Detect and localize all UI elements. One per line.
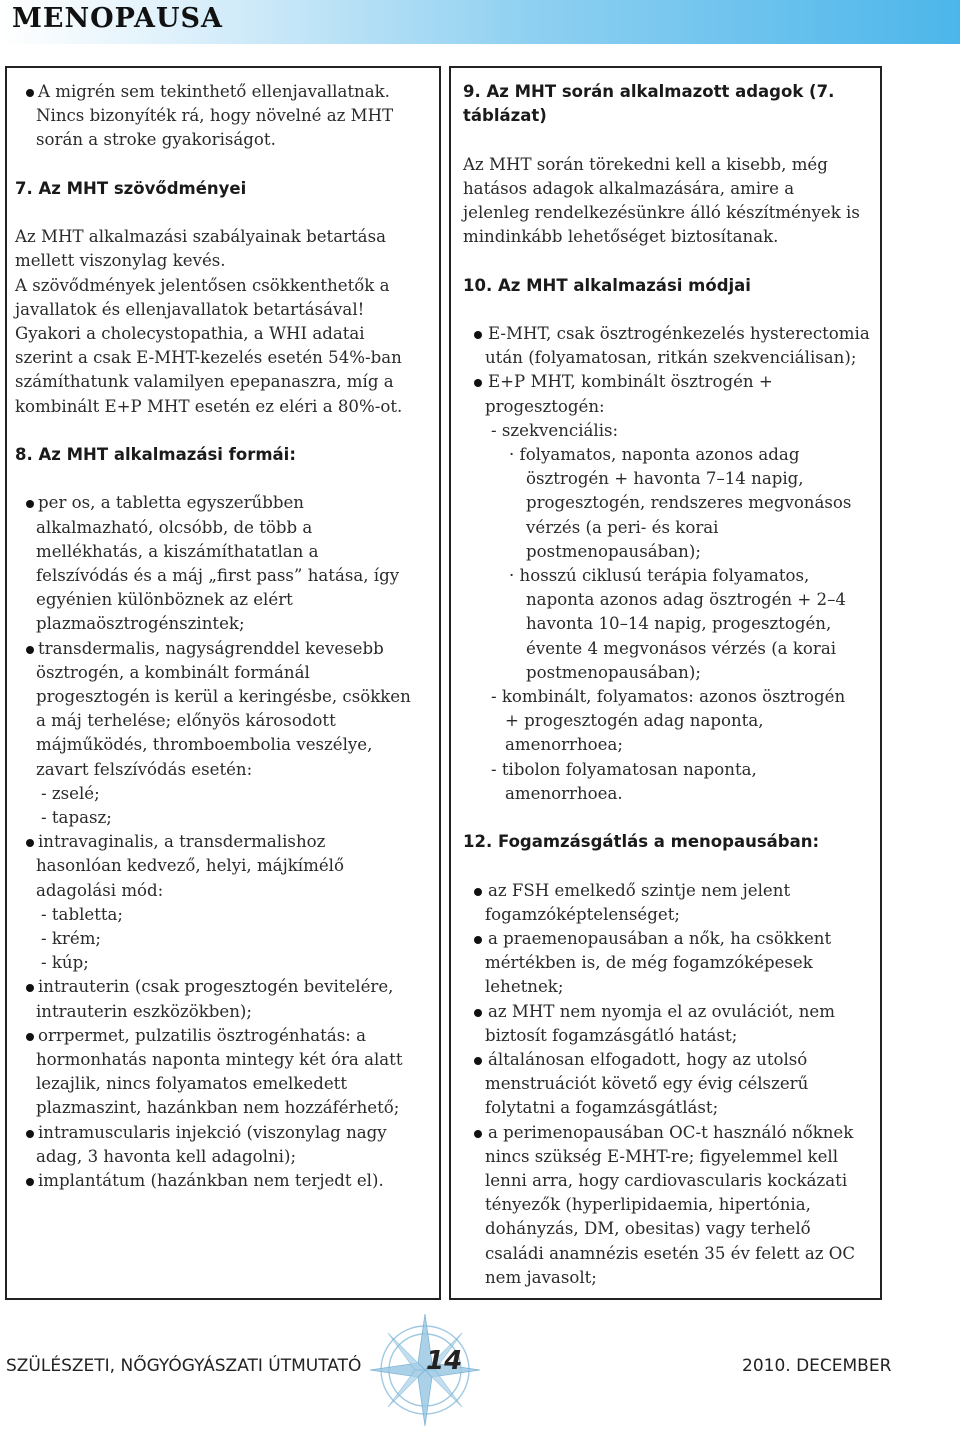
- text-line: implantátum (hazánkban nem terjedt el).: [38, 1171, 384, 1190]
- text-line: progesztogén, rendszeres megvonásos: [526, 493, 852, 513]
- bullet-icon: [26, 89, 34, 97]
- text-line: orrpermet, pulzatilis ösztrogénhatás: a: [38, 1025, 367, 1045]
- header-band: [0, 0, 960, 44]
- text-line: A szövődmények jelentősen csökkenthetők a: [15, 275, 390, 295]
- footer-date: 2010. DECEMBER: [742, 1356, 892, 1376]
- text-line: hormonhatás naponta mintegy két óra alatt: [36, 1050, 403, 1069]
- text-line: vérzés (a peri- és korai: [526, 517, 719, 537]
- text-line: E+P MHT, kombinált ösztrogén +: [488, 372, 773, 392]
- text-line: számíthatunk valamilyen epepanaszra, míg a: [15, 372, 394, 392]
- text-line: naponta azonos adag ösztrogén + 2–4: [526, 590, 846, 610]
- text-line: mellékhatás, a kiszámíthatatlan a: [36, 541, 319, 561]
- text-line: transdermalis, nagyságrenddel kevesebb: [38, 638, 384, 658]
- text-line: Nincs bizonyíték rá, hogy növelné az MHT: [36, 106, 394, 126]
- text-line: zavart felszívódás esetén:: [36, 759, 253, 779]
- text-line: biztosít fogamzásgátló hatást;: [485, 1025, 738, 1045]
- bullet-icon: [26, 984, 34, 992]
- text-line: Gyakori a cholecystopathia, a WHI adatai: [15, 324, 365, 343]
- text-line: hasonlóan kedvező, helyi, májkímélő: [36, 856, 344, 876]
- text-line: · hosszú ciklusú terápia folyamatos,: [509, 566, 810, 585]
- text-line: lezajlik, nincs folyamatos emelkedett: [36, 1074, 348, 1094]
- text-line: intravaginalis, a transdermalishoz: [38, 832, 326, 852]
- text-line: alkalmazható, olcsóbb, de több a: [36, 517, 313, 537]
- section-heading: táblázat): [463, 106, 547, 126]
- text-line: nincs szükség E-MHT-re; figyelemmel kell: [485, 1146, 839, 1166]
- right-column-content: [451, 68, 880, 1298]
- text-line: nem javasolt;: [485, 1267, 597, 1287]
- bullet-icon: [26, 1033, 34, 1041]
- compass-rose-icon: [360, 1310, 490, 1431]
- bullet-icon: [474, 1130, 482, 1138]
- text-line: az MHT nem nyomja el az ovulációt, nem: [488, 1001, 835, 1021]
- text-line: lenni arra, hogy cardiovascularis kockázati: [485, 1171, 848, 1190]
- bullet-icon: [26, 646, 34, 654]
- bullet-icon: [474, 936, 482, 944]
- text-line: családi anamnézis esetén 35 év felett az OC: [485, 1243, 856, 1263]
- bullet-icon: [26, 1178, 34, 1186]
- text-line: jelenleg rendelkezésünkre álló készítmények is: [463, 203, 860, 222]
- text-line: mértékben is, de még fogamzóképesek: [485, 953, 813, 973]
- text-line: - tapasz;: [41, 808, 112, 827]
- text-line: - tabletta;: [41, 904, 124, 924]
- text-line: Az MHT alkalmazási szabályainak betartása: [15, 227, 386, 247]
- bullet-icon: [474, 1057, 482, 1065]
- text-line: amenorrhoea;: [505, 735, 623, 755]
- page-number: 14: [426, 1346, 463, 1376]
- text-line: menstruációt követő egy évig célszerű: [485, 1074, 809, 1094]
- section-heading: 7. Az MHT szövődményei: [15, 178, 247, 198]
- text-line: progesztogén is kerül a keringésbe, csökken: [36, 687, 411, 706]
- left-column-content: [7, 68, 439, 1298]
- text-line: adag, 3 havonta kell adagolni);: [36, 1146, 297, 1166]
- text-line: folytatni a fogamzásgátlást;: [485, 1098, 719, 1118]
- section-heading: 10. Az MHT alkalmazási módjai: [463, 275, 751, 295]
- text-line: E-MHT, csak ösztrogénkezelés hysterectomia: [488, 324, 870, 343]
- text-line: az FSH emelkedő szintje nem jelent: [488, 880, 791, 900]
- text-line: májműködés, thromboembolia veszélye,: [36, 735, 373, 755]
- text-line: lehetnek;: [485, 977, 564, 997]
- text-line: - tibolon folyamatosan naponta,: [491, 759, 757, 779]
- text-line: ösztrogén + havonta 7–14 napig,: [526, 469, 804, 489]
- text-line: a praemenopausában a nők, ha csökkent: [488, 929, 832, 948]
- text-line: plazmaösztrogénszintek;: [36, 614, 245, 634]
- text-line: postmenopausában);: [526, 662, 701, 682]
- text-line: intramuscularis injekció (viszonylag nagy: [38, 1122, 387, 1142]
- page-title: MENOPAUSA: [12, 3, 223, 34]
- text-line: A migrén sem tekinthető ellenjavallatnak.: [38, 82, 390, 101]
- footer-publication: SZÜLÉSZETI, NŐGYÓGYÁSZATI ÚTMUTATÓ: [6, 1356, 362, 1376]
- text-line: adagolási mód:: [36, 880, 164, 900]
- bullet-icon: [474, 379, 482, 387]
- text-line: per os, a tabletta egyszerűbben: [38, 493, 304, 513]
- section-heading: 12. Fogamzásgátlás a menopausában:: [463, 832, 820, 852]
- text-line: során a stroke gyakoriságot.: [36, 130, 276, 150]
- text-line: tényezők (hyperlipidaemia, hipertónia,: [485, 1195, 811, 1215]
- right-column: [449, 66, 882, 1300]
- text-line: a máj terhelése; előnyös károsodott: [36, 711, 336, 731]
- text-line: - kúp;: [41, 953, 89, 973]
- text-line: Az MHT során törekedni kell a kisebb, még: [463, 154, 828, 174]
- text-line: általánosan elfogadott, hogy az utolsó: [488, 1050, 808, 1069]
- text-line: - szekvenciális:: [491, 420, 619, 440]
- text-line: hatásos adagok alkalmazására, amire a: [463, 178, 795, 198]
- bullet-icon: [26, 1130, 34, 1138]
- bullet-icon: [26, 839, 34, 847]
- bullet-icon: [474, 331, 482, 339]
- text-line: havonta 10–14 napig, progesztogén,: [526, 614, 832, 634]
- text-line: a perimenopausában OC-t használó nőknek: [488, 1122, 854, 1142]
- text-line: postmenopausában);: [526, 541, 701, 561]
- left-column: [5, 66, 441, 1300]
- bullet-icon: [474, 888, 482, 896]
- text-line: - kombinált, folyamatos: azonos ösztrogén: [491, 687, 846, 706]
- text-line: kombinált E+P MHT esetén ez eléri a 80%-ot.: [15, 396, 403, 416]
- text-line: - zselé;: [41, 783, 100, 803]
- bullet-icon: [474, 1009, 482, 1017]
- section-heading: 8. Az MHT alkalmazási formái:: [15, 445, 296, 464]
- text-line: mellett viszonylag kevés.: [15, 251, 226, 271]
- text-line: amenorrhoea.: [505, 783, 623, 803]
- text-line: intrauterin (csak progesztogén bevitelére,: [38, 977, 394, 997]
- text-line: dohányzás, DM, obesitas) vagy terhelő: [485, 1219, 811, 1239]
- text-line: javallatok és ellenjavallatok betartásával!: [15, 299, 365, 319]
- text-line: - krém;: [41, 929, 102, 948]
- text-line: + progesztogén adag naponta,: [505, 711, 764, 731]
- text-line: évente 4 megvonásos vérzés (a korai: [526, 638, 837, 658]
- text-line: szerint a csak E-MHT-kezelés esetén 54%-ban: [15, 348, 402, 368]
- bullet-icon: [26, 500, 34, 508]
- text-line: · folyamatos, naponta azonos adag: [509, 445, 800, 464]
- text-line: egyénien különböznek az elért: [36, 590, 293, 610]
- text-line: felszívódás és a máj „first pass” hatása, így: [36, 566, 400, 585]
- text-line: intrauterin eszközökben);: [36, 1001, 252, 1021]
- section-heading: 9. Az MHT során alkalmazott adagok (7.: [463, 82, 835, 101]
- text-line: fogamzóképtelenséget;: [485, 904, 680, 924]
- text-line: ösztrogén, a kombinált formánál: [36, 662, 310, 682]
- text-line: progesztogén:: [485, 396, 605, 416]
- text-line: után (folyamatosan, ritkán szekvenciálisan);: [485, 348, 857, 368]
- text-line: plazmaszint, hazánkban nem hozzáférhető;: [36, 1098, 400, 1118]
- text-line: mindinkább lehetőséget biztosítanak.: [463, 227, 779, 247]
